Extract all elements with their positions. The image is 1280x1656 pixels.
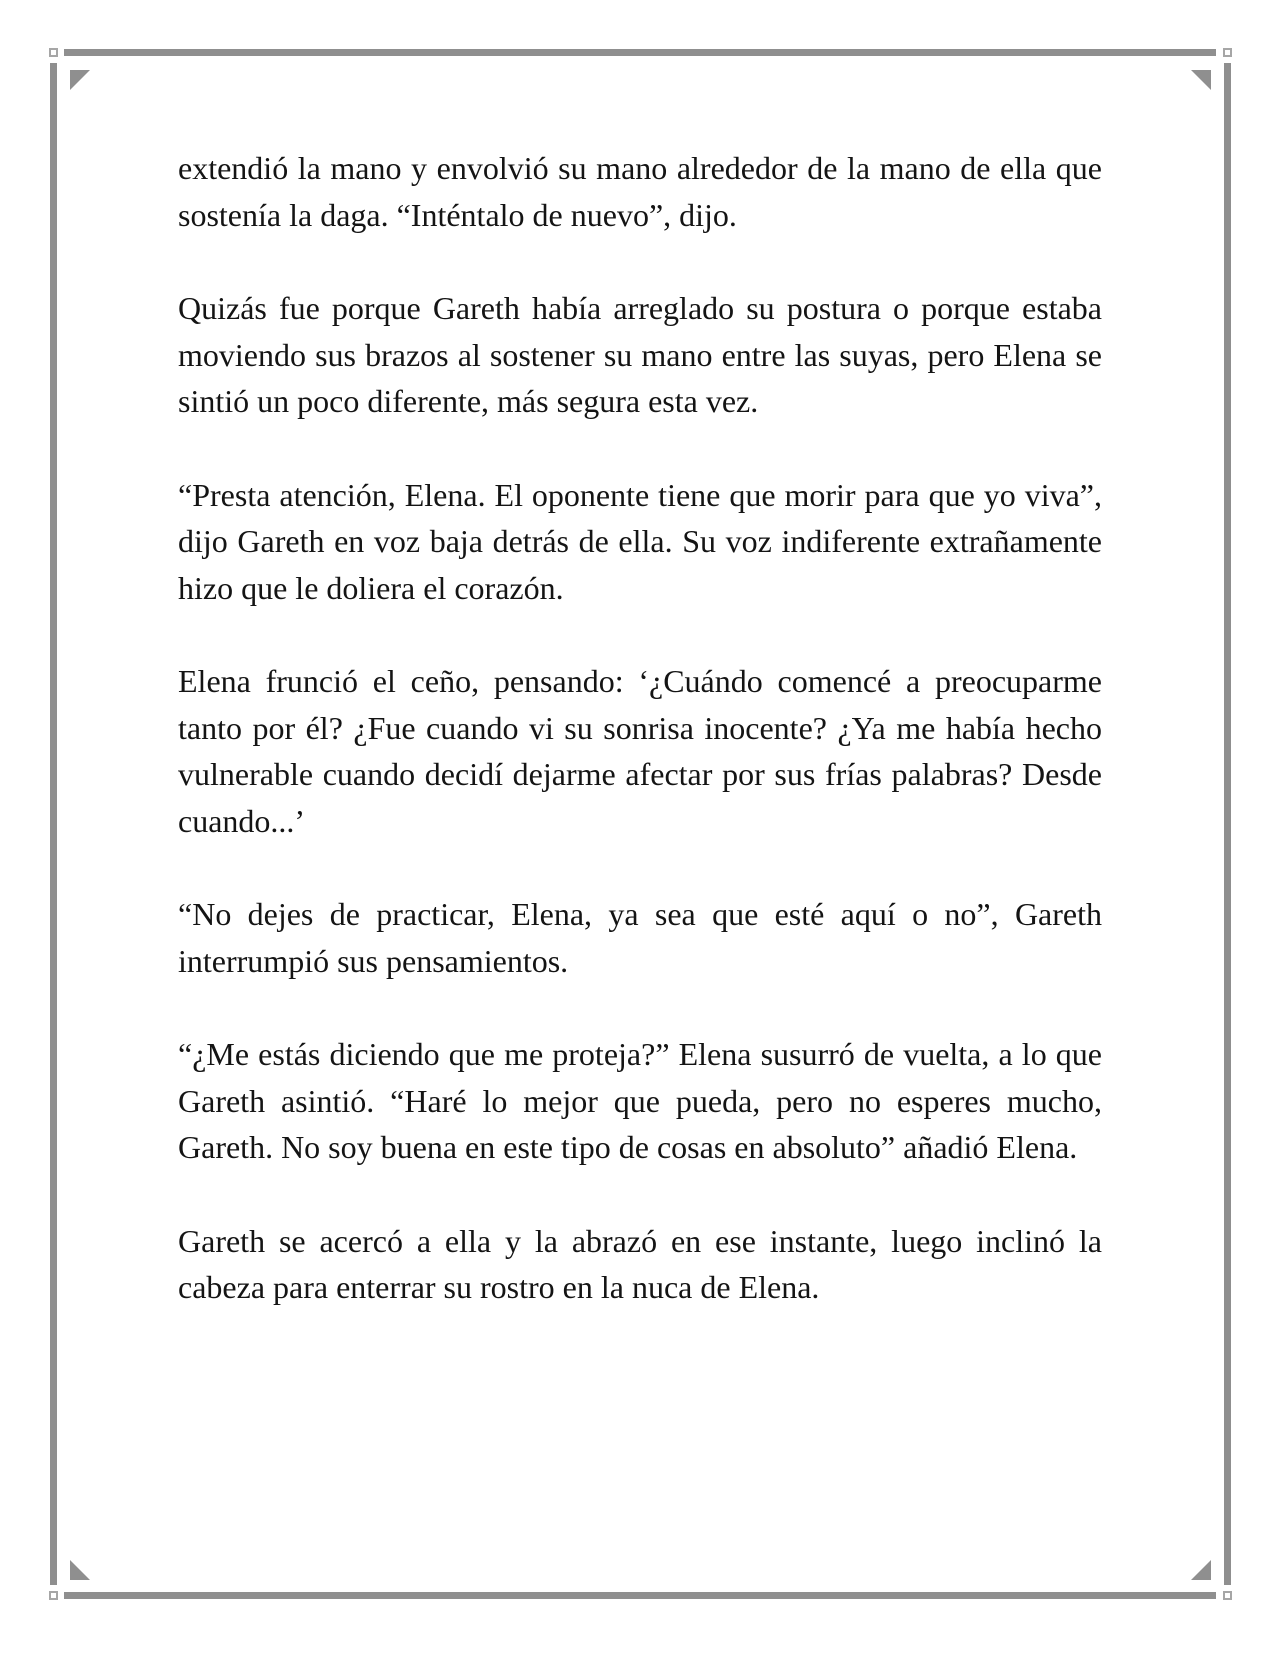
corner-triangle-bottom-left: [70, 1560, 90, 1580]
corner-triangle-top-left: [70, 70, 90, 90]
corner-square-bottom-left: [49, 1591, 58, 1600]
paragraph-7: Gareth se acercó a ella y la abrazó en ese instante, luego inclinó la cabeza para enterrar su rostro en la nuca de Elena.: [178, 1222, 1102, 1305]
paragraph-5: “No dejes de practicar, Elena, ya sea que esté aquí o no”, Gareth interrumpió sus pensamientos.: [178, 896, 1102, 979]
corner-square-top-right: [1223, 48, 1232, 57]
frame-left-border: [50, 63, 57, 1585]
corner-triangle-bottom-right: [1191, 1560, 1211, 1580]
frame-top-border: [64, 49, 1216, 56]
story-text: [178, 145, 1102, 1358]
corner-square-top-left: [49, 48, 58, 57]
corner-triangle-top-right: [1191, 70, 1211, 90]
paragraph-6: “¿Me estás diciendo que me proteja?” Elena susurró de vuelta, a lo que Gareth asintió. “Haré lo mejor que pueda, pero no esperes mucho, Gareth. No soy buena en este tipo de cosas en absoluto” añadió Elena.: [178, 1036, 1102, 1165]
paragraph-1: extendió la mano y envolvió su mano alrededor de la mano de ella que sostenía la daga. “Inténtalo de nuevo”, dijo.: [178, 150, 1102, 233]
paragraph-4: Elena frunció el ceño, pensando: ‘¿Cuándo comencé a preocuparme tanto por él? ¿Fue cuando vi su sonrisa inocente? ¿Ya me había hecho vulnerable cuando decidí dejarme afectar por sus frías palabras? Desde cuando...’: [178, 663, 1102, 839]
paragraph-3: “Presta atención, Elena. El oponente tiene que morir para que yo viva”, dijo Gareth en voz baja detrás de ella. Su voz indiferente extrañamente hizo que le doliera el corazón.: [178, 476, 1102, 606]
paragraph-2: Quizás fue porque Gareth había arreglado su postura o porque estaba moviendo sus brazos al sostener su mano entre las suyas, pero Elena se sintió un poco diferente, más segura esta vez.: [178, 290, 1102, 419]
frame-bottom-border: [64, 1592, 1216, 1599]
frame-right-border: [1224, 63, 1231, 1585]
corner-square-bottom-right: [1223, 1591, 1232, 1600]
